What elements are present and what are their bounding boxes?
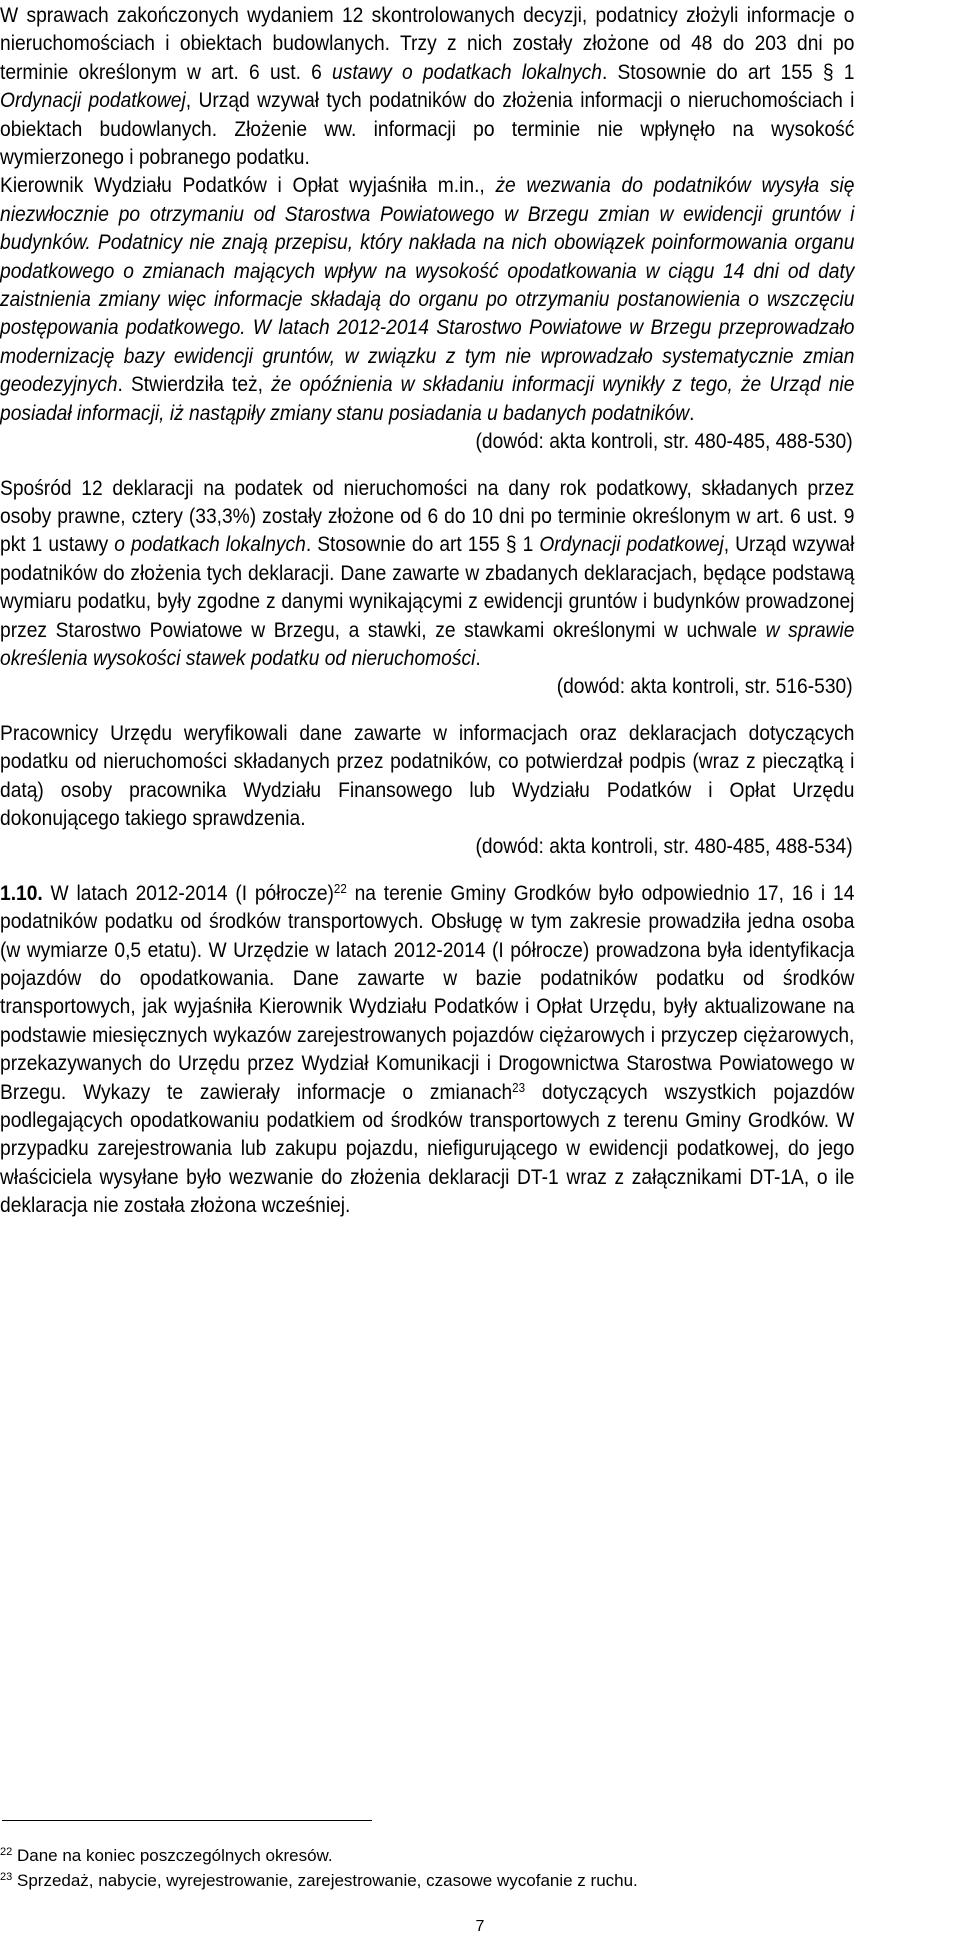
footnote-ref: 23: [512, 1079, 526, 1095]
evidence-reference: (dowód: akta kontroli, str. 516-530): [556, 673, 853, 699]
evidence-reference: (dowód: akta kontroli, str. 480-485, 488-530): [475, 428, 853, 454]
section-1-10: 1.10. W latach 2012-2014 (I półrocze)$^{22}$ na terenie Gminy Grodków było odpowiednio 17, 16 i 14 podatników podatku od środków transportowych. Obsługę w tym zakresie prowadziła jedna osoba (w wymiarze 0,5 etatu). W Urzędzie w latach 2012-2014 (I półrocze) prowadzona była identyfikacja pojazdów do opodatkowania. Dane zawarte w bazie podatników podatku od środków transportowych, jak wyjaśniła Kierownik Wydziału Podatków i Opłat Urzędu, były aktualizowane na podstawie miesięcznych wykazów zarejestrowanych pojazdów ciężarowych i przyczep ciężarowych, przekazywanych do Urzędu przez Wydział Komunikacji i Drogownictwa Starostwa Powiatowego w Brzegu. Wykazy te zawierały informacje o zmianach$^{23}$ dotyczących wszystkich pojazdów podlegających opodatkowaniu podatkiem od środków transportowych z terenu Gminy Grodków. W przypadku zarejestrowania lub zakupu pojazdu, niefigurującego w ewidencji podatkowej, do jego właściciela wysyłane było wezwanie do złożenia deklaracji DT-1 wraz z załącznikami DT-1A, o ile deklaracja nie została złożona wcześniej.: [0, 879, 855, 1218]
paragraph-explanation: Kierownik Wydziału Podatków i Opłat wyjaśniła m.in., że wezwania do podatników wysyła się niezwłocznie po otrzymaniu od Starostwa Powiatowego w Brzegu zmian w ewidencji gruntów i budynków. Podatnicy nie znają przepisu, który nakłada na nich obowiązek poinformowania organu podatkowego o zmianach mających wpływ na wysokość opodatkowania w ciągu 14 dni od daty zaistnienia zmiany więc informacje składają do organu po otrzymaniu postanowienia o wszczęciu postępowania podatkowego. W latach 2012-2014 Starostwo Powiatowe w Brzegu przeprowadzało modernizację bazy ewidencji gruntów, w związku z tym nie wprowadzało systematycznie zmian geodezyjnych. Stwierdziła też, że opóźnienia w składaniu informacji wynikły z tego, że Urząd nie posiadał informacji, iż nastąpiły zmiany stanu posiadania u badanych podatników.: [0, 172, 855, 425]
body-text: [0, 1, 854, 1220]
footnote-separator: [2, 1820, 372, 1821]
page-number: 7: [475, 1918, 485, 1935]
paragraph-tax-declarations: Spośród 12 deklaracji na podatek od nieruchomości na dany rok podatkowy, składanych przez osoby prawne, cztery (33,3%) zostały złożone od 6 do 10 dni po terminie określonym w art. 6 ust. 9 pkt 1 ustawy o podatkach lokalnych. Stosownie do art 155 § 1 Ordynacji podatkowej, Urząd wzywał podatników do złożenia tych deklaracji. Dane zawarte w zbadanych deklaracjach, będące podstawą wymiaru podatku, były zgodne z danymi wynikającymi z ewidencji gruntów i budynków prowadzonej przez Starostwo Powiatowe w Brzegu, a stawki, ze stawkami określonymi w uchwale w sprawie określenia wysokości stawek podatku od nieruchomości.: [0, 474, 855, 670]
evidence-reference: (dowód: akta kontroli, str. 480-485, 488-534): [475, 833, 853, 859]
footnote: $^{23}$ Sprzedaż, nabycie, wyrejestrowanie, zarejestrowanie, czasowe wycofanie z ruchu.: [0, 1871, 638, 1890]
section-number: 1.10.: [0, 879, 43, 905]
paragraph-declarations-info: W sprawach zakończonych wydaniem 12 skontrolowanych decyzji, podatnicy złożyli informacje o nieruchomościach i obiektach budowlanych. Trzy z nich zostały złożone od 48 do 203 dni po terminie określonym w art. 6 ust. 6 ustawy o podatkach lokalnych. Stosownie do art 155 § 1 Ordynacji podatkowej, Urząd wzywał tych podatników do złożenia informacji o nieruchomościach i obiektach budowlanych. Złożenie ww. informacji po terminie nie wpłynęło na wysokość wymierzonego i pobranego podatku.: [0, 2, 855, 170]
footnote-ref: 22: [333, 880, 347, 896]
paragraph-verification: Pracownicy Urzędu weryfikowali dane zawarte w informacjach oraz deklaracjach dotyczących podatku od nieruchomości składanych przez podatników, co potwierdzał podpis (wraz z pieczątką i datą) osoby pracownika Wydziału Finansowego lub Wydziału Podatków i Opłat Urzędu dokonującego takiego sprawdzenia.: [0, 719, 855, 830]
footnote: $^{22}$ Dane na koniec poszczególnych okresów.: [0, 1846, 333, 1865]
